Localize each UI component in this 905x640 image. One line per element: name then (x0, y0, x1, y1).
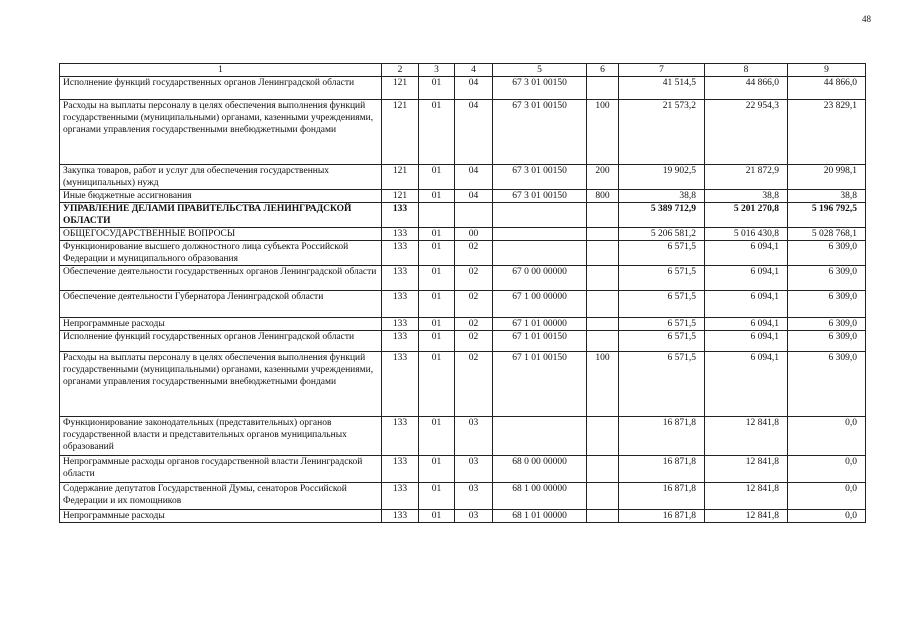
amount-year2-cell: 21 872,9 (705, 165, 788, 190)
target-article-cell: 68 0 00 00000 (493, 456, 587, 483)
amount-year3-cell: 6 309,0 (788, 241, 866, 266)
header-cell: 4 (455, 64, 493, 77)
admin-code-cell: 133 (382, 352, 419, 417)
subsection-cell: 02 (455, 291, 493, 318)
expense-type-cell (587, 77, 619, 100)
expense-type-cell (587, 510, 619, 523)
header-cell: 9 (788, 64, 866, 77)
admin-code-cell: 133 (382, 291, 419, 318)
table-row (60, 100, 866, 165)
amount-year1-cell: 6 571,5 (619, 352, 705, 417)
expense-type-cell (587, 417, 619, 456)
amount-year2-cell: 5 201 270,8 (705, 203, 788, 228)
amount-year1-cell: 6 571,5 (619, 241, 705, 266)
subsection-cell: 00 (455, 228, 493, 241)
name-cell: Функционирование законодательных (представительных) органов государственной власти и представительных органов муниципальных образований (60, 417, 382, 456)
expense-type-cell (587, 483, 619, 510)
expense-type-cell: 100 (587, 100, 619, 165)
header-row (60, 64, 866, 77)
amount-year1-cell: 21 573,2 (619, 100, 705, 165)
amount-year1-cell: 6 571,5 (619, 266, 705, 291)
amount-year1-cell: 16 871,8 (619, 456, 705, 483)
table-row (60, 228, 866, 241)
section-cell: 01 (419, 352, 455, 417)
amount-year3-cell: 38,8 (788, 190, 866, 203)
admin-code-cell: 121 (382, 100, 419, 165)
admin-code-cell: 133 (382, 241, 419, 266)
amount-year3-cell: 20 998,1 (788, 165, 866, 190)
admin-code-cell: 133 (382, 510, 419, 523)
expense-type-cell (587, 456, 619, 483)
target-article-cell (493, 417, 587, 456)
table-row (60, 241, 866, 266)
section-cell: 01 (419, 228, 455, 241)
admin-code-cell: 133 (382, 331, 419, 352)
section-cell: 01 (419, 510, 455, 523)
expense-type-cell (587, 318, 619, 331)
amount-year3-cell: 44 866,0 (788, 77, 866, 100)
table-row (60, 190, 866, 203)
amount-year1-cell: 6 571,5 (619, 291, 705, 318)
admin-code-cell: 133 (382, 483, 419, 510)
target-article-cell: 67 3 01 00150 (493, 190, 587, 203)
table-row (60, 165, 866, 190)
header-cell: 6 (587, 64, 619, 77)
amount-year2-cell: 5 016 430,8 (705, 228, 788, 241)
amount-year2-cell: 6 094,1 (705, 266, 788, 291)
section-cell: 01 (419, 241, 455, 266)
name-cell: Расходы на выплаты персоналу в целях обеспечения выполнения функций государственными (муниципальными) органами, казенными учреждениями, органами управления государственными внебюджетными фондами (60, 100, 382, 165)
admin-code-cell: 133 (382, 417, 419, 456)
amount-year2-cell: 6 094,1 (705, 291, 788, 318)
amount-year2-cell: 12 841,8 (705, 456, 788, 483)
amount-year3-cell: 5 196 792,5 (788, 203, 866, 228)
admin-code-cell: 133 (382, 228, 419, 241)
admin-code-cell: 133 (382, 266, 419, 291)
section-cell: 01 (419, 266, 455, 291)
header-cell: 1 (60, 64, 382, 77)
name-cell: ОБЩЕГОСУДАРСТВЕННЫЕ ВОПРОСЫ (60, 228, 382, 241)
name-cell: УПРАВЛЕНИЕ ДЕЛАМИ ПРАВИТЕЛЬСТВА ЛЕНИНГРАДСКОЙ ОБЛАСТИ (60, 203, 382, 228)
subsection-cell: 02 (455, 318, 493, 331)
section-cell: 01 (419, 417, 455, 456)
amount-year2-cell: 6 094,1 (705, 241, 788, 266)
section-cell: 01 (419, 456, 455, 483)
subsection-cell: 02 (455, 241, 493, 266)
section-cell (419, 203, 455, 228)
name-cell: Функционирование высшего должностного лица субъекта Российской Федерации и муниципального образования (60, 241, 382, 266)
amount-year1-cell: 5 389 712,9 (619, 203, 705, 228)
amount-year3-cell: 6 309,0 (788, 291, 866, 318)
table-row (60, 456, 866, 483)
header-cell: 5 (493, 64, 587, 77)
amount-year1-cell: 6 571,5 (619, 331, 705, 352)
amount-year1-cell: 16 871,8 (619, 510, 705, 523)
name-cell: Обеспечение деятельности государственных органов Ленинградской области (60, 266, 382, 291)
name-cell: Непрограммные расходы (60, 510, 382, 523)
page-number: 48 (862, 14, 871, 24)
subsection-cell: 04 (455, 165, 493, 190)
target-article-cell (493, 203, 587, 228)
expense-type-cell: 200 (587, 165, 619, 190)
header-cell: 8 (705, 64, 788, 77)
section-cell: 01 (419, 100, 455, 165)
target-article-cell: 67 3 01 00150 (493, 77, 587, 100)
section-cell: 01 (419, 77, 455, 100)
table-row (60, 331, 866, 352)
name-cell: Исполнение функций государственных органов Ленинградской области (60, 331, 382, 352)
admin-code-cell: 121 (382, 190, 419, 203)
name-cell: Исполнение функций государственных органов Ленинградской области (60, 77, 382, 100)
amount-year1-cell: 19 902,5 (619, 165, 705, 190)
target-article-cell (493, 228, 587, 241)
amount-year2-cell: 12 841,8 (705, 510, 788, 523)
target-article-cell: 67 0 00 00000 (493, 266, 587, 291)
expense-type-cell (587, 331, 619, 352)
table-row (60, 483, 866, 510)
admin-code-cell: 121 (382, 77, 419, 100)
target-article-cell: 68 1 00 00000 (493, 483, 587, 510)
amount-year3-cell: 6 309,0 (788, 266, 866, 291)
subsection-cell: 03 (455, 417, 493, 456)
subsection-cell: 02 (455, 352, 493, 417)
section-cell: 01 (419, 165, 455, 190)
amount-year3-cell: 0,0 (788, 510, 866, 523)
table-row (60, 417, 866, 456)
table-row (60, 203, 866, 228)
subsection-cell: 04 (455, 190, 493, 203)
section-cell: 01 (419, 331, 455, 352)
amount-year3-cell: 6 309,0 (788, 352, 866, 417)
subsection-cell: 04 (455, 100, 493, 165)
name-cell: Содержание депутатов Государственной Думы, сенаторов Российской Федерации и их помощников (60, 483, 382, 510)
subsection-cell (455, 203, 493, 228)
expense-type-cell: 100 (587, 352, 619, 417)
section-cell: 01 (419, 318, 455, 331)
amount-year2-cell: 38,8 (705, 190, 788, 203)
amount-year2-cell: 12 841,8 (705, 483, 788, 510)
target-article-cell: 67 1 01 00150 (493, 352, 587, 417)
target-article-cell: 67 3 01 00150 (493, 100, 587, 165)
amount-year2-cell: 22 954,3 (705, 100, 788, 165)
admin-code-cell: 133 (382, 456, 419, 483)
header-cell: 7 (619, 64, 705, 77)
name-cell: Непрограммные расходы органов государственной власти Ленинградской области (60, 456, 382, 483)
amount-year3-cell: 0,0 (788, 456, 866, 483)
admin-code-cell: 121 (382, 165, 419, 190)
amount-year1-cell: 5 206 581,2 (619, 228, 705, 241)
amount-year2-cell: 6 094,1 (705, 352, 788, 417)
amount-year1-cell: 41 514,5 (619, 77, 705, 100)
expense-type-cell (587, 291, 619, 318)
amount-year2-cell: 6 094,1 (705, 318, 788, 331)
section-cell: 01 (419, 483, 455, 510)
target-article-cell: 67 1 00 00000 (493, 291, 587, 318)
name-cell: Иные бюджетные ассигнования (60, 190, 382, 203)
subsection-cell: 02 (455, 266, 493, 291)
header-cell: 2 (382, 64, 419, 77)
name-cell: Обеспечение деятельности Губернатора Ленинградской области (60, 291, 382, 318)
subsection-cell: 03 (455, 510, 493, 523)
target-article-cell: 67 1 01 00000 (493, 318, 587, 331)
amount-year1-cell: 16 871,8 (619, 483, 705, 510)
amount-year2-cell: 12 841,8 (705, 417, 788, 456)
amount-year2-cell: 6 094,1 (705, 331, 788, 352)
admin-code-cell: 133 (382, 203, 419, 228)
amount-year1-cell: 38,8 (619, 190, 705, 203)
amount-year3-cell: 23 829,1 (788, 100, 866, 165)
target-article-cell: 67 3 01 00150 (493, 165, 587, 190)
amount-year3-cell: 5 028 768,1 (788, 228, 866, 241)
amount-year3-cell: 0,0 (788, 417, 866, 456)
name-cell: Непрограммные расходы (60, 318, 382, 331)
subsection-cell: 03 (455, 456, 493, 483)
table-row (60, 77, 866, 100)
target-article-cell: 68 1 01 00000 (493, 510, 587, 523)
table-row (60, 352, 866, 417)
name-cell: Закупка товаров, работ и услуг для обеспечения государственных (муниципальных) нужд (60, 165, 382, 190)
budget-table (59, 63, 866, 523)
expense-type-cell (587, 203, 619, 228)
subsection-cell: 03 (455, 483, 493, 510)
amount-year2-cell: 44 866,0 (705, 77, 788, 100)
subsection-cell: 04 (455, 77, 493, 100)
amount-year1-cell: 16 871,8 (619, 417, 705, 456)
section-cell: 01 (419, 291, 455, 318)
amount-year3-cell: 6 309,0 (788, 318, 866, 331)
expense-type-cell: 800 (587, 190, 619, 203)
subsection-cell: 02 (455, 331, 493, 352)
table-row (60, 510, 866, 523)
name-cell: Расходы на выплаты персоналу в целях обеспечения выполнения функций государственными (муниципальными) органами, казенными учреждениями, органами управления государственными внебюджетными фондами (60, 352, 382, 417)
section-cell: 01 (419, 190, 455, 203)
target-article-cell (493, 241, 587, 266)
expense-type-cell (587, 228, 619, 241)
expense-type-cell (587, 266, 619, 291)
table-row (60, 266, 866, 291)
admin-code-cell: 133 (382, 318, 419, 331)
amount-year3-cell: 0,0 (788, 483, 866, 510)
table-row (60, 291, 866, 318)
target-article-cell: 67 1 01 00150 (493, 331, 587, 352)
header-cell: 3 (419, 64, 455, 77)
table-row (60, 318, 866, 331)
expense-type-cell (587, 241, 619, 266)
amount-year1-cell: 6 571,5 (619, 318, 705, 331)
amount-year3-cell: 6 309,0 (788, 331, 866, 352)
